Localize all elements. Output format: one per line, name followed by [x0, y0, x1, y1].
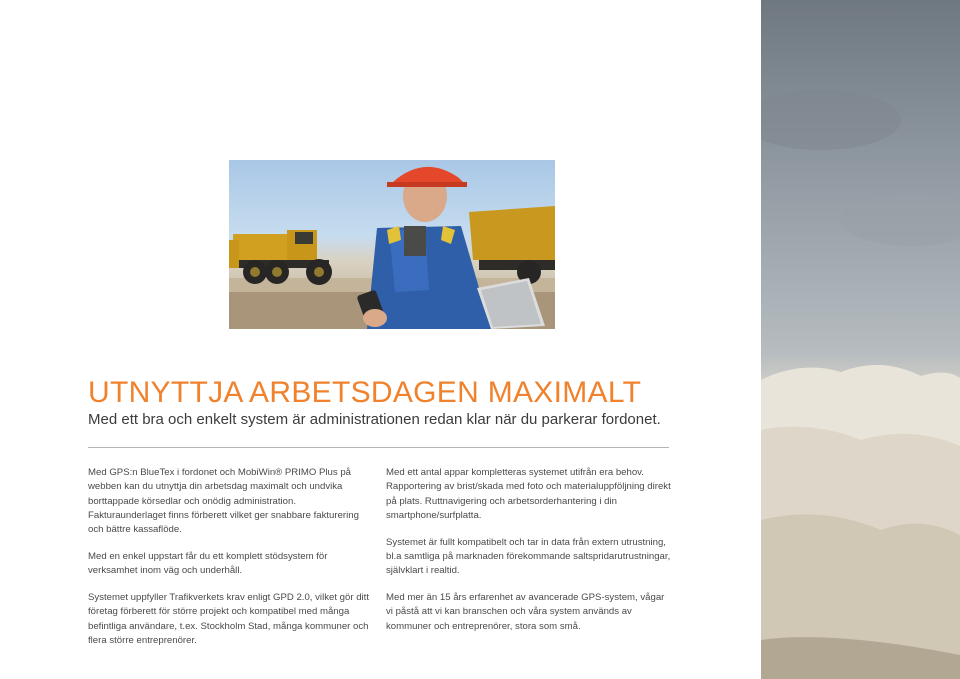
divider	[88, 447, 669, 448]
page-subtitle: Med ett bra och enkelt system är administrationen redan klar när du parkerar fordonet.	[88, 411, 661, 428]
left-paragraph-2: Med en enkel uppstart får du ett komplett stödsystem för verksamhet inom väg och underhåll.	[88, 550, 328, 577]
snow-pile-photo	[761, 0, 960, 679]
left-column	[88, 466, 373, 661]
right-paragraph-2: Systemet är fullt kompatibelt och tar in data från extern utrustning, bl.a samtliga på marknaden förekommande saltspridarutrustningar, självklart i realtid.	[386, 536, 671, 577]
left-paragraph-3: Systemet uppfyller Trafikverkets krav enligt GPD 2.0, vilket gör ditt företag förberett för större projekt och kompatibel med många befintliga användare, t.ex. Stockholm Stad, många kommuner och flera större entreprenörer.	[88, 592, 369, 646]
right-column	[386, 466, 671, 646]
side-photo-illustration	[761, 0, 960, 679]
photo-illustration	[229, 160, 555, 329]
right-paragraph-1: Med ett antal appar kompletteras systemet utifrån era behov. Rapportering av brist/skada med foto och materialuppföljning direkt på plats. Ruttnavigering och arbetsorderhantering i din smartphone/surfplatta.	[386, 467, 671, 521]
worker-with-phone-and-tablet-photo	[229, 160, 555, 329]
left-paragraph-1: Med GPS:n BlueTex i fordonet och MobiWin® PRIMO Plus på webben kan du utnyttja din arbetsdag maximalt och undvika borttappade körsedlar och onödig administration. Fakturaunderlaget finns förberett vilket ger snabbare fakturering och bättre kassaflöde.	[88, 467, 359, 536]
right-paragraph-3: Med mer än 15 års erfarenhet av avancerade GPS-system, vågar vi påstå att vi kan branschen och våra system används av kommuner och entreprenörer, stora som små.	[386, 592, 665, 632]
page-title: UTNYTTJA ARBETSDAGEN MAXIMALT	[88, 376, 642, 409]
